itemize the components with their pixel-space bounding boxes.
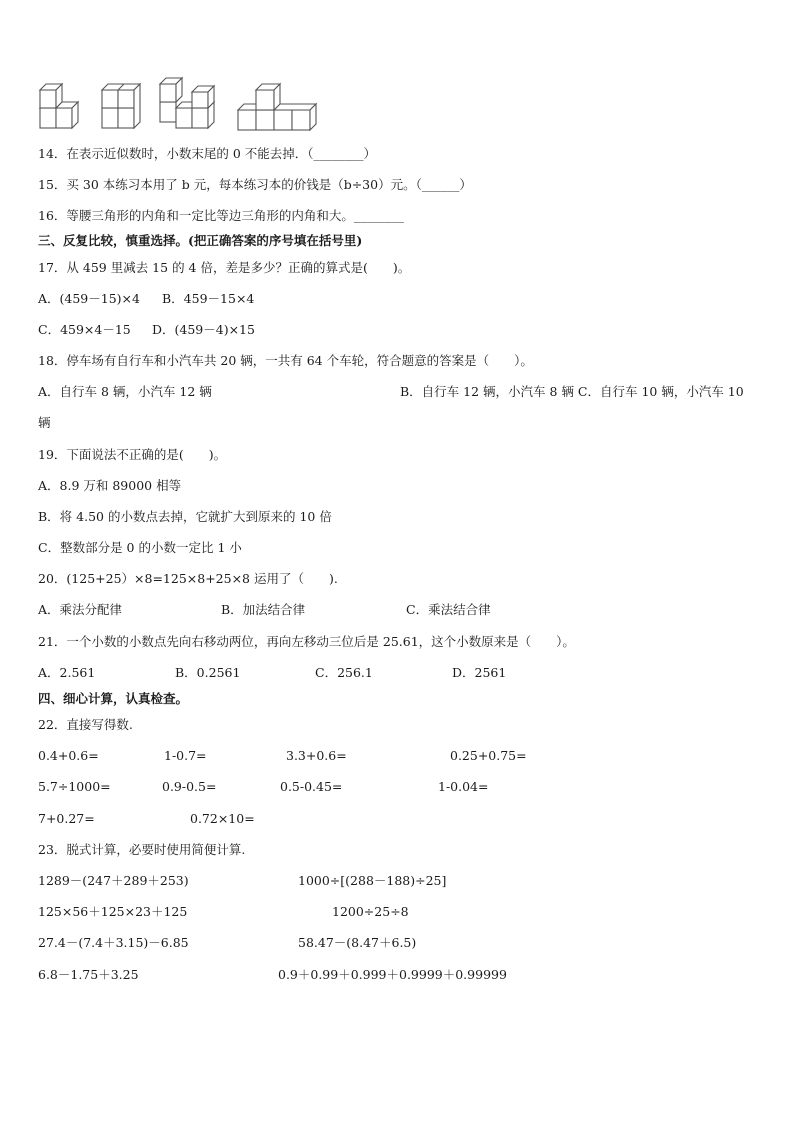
calculation-item: 0.9＋0.99＋0.999＋0.9999＋0.99999 xyxy=(278,967,507,982)
question-18-stem: 18．停车场有自行车和小汽车共 20 辆，一共有 64 个车轮，符合题意的答案是（ ）。 xyxy=(38,353,533,368)
cube-figure-4 xyxy=(238,84,316,130)
mental-math-item: 0.25+0.75= xyxy=(450,748,527,763)
calculation-item: 58.47－(8.47＋6.5) xyxy=(298,935,417,950)
question-15: 15．买 30 本练习本用了 b 元，每本练习本的价钱是（b÷30）元。（______） xyxy=(38,177,472,192)
question-17-option-d: D．(459－4)×15 xyxy=(152,322,255,337)
mental-math-item: 7+0.27= xyxy=(38,811,95,826)
mental-math-item: 1-0.7= xyxy=(164,748,207,763)
question-19-stem: 19．下面说法不正确的是( )。 xyxy=(38,447,227,462)
calculation-item: 1000÷[(288－188)÷25] xyxy=(298,873,447,888)
mental-math-item: 1-0.04= xyxy=(438,779,489,794)
question-19-option-c: C．整数部分是 0 的小数一定比 1 小 xyxy=(38,540,242,555)
cube-figure-3 xyxy=(160,78,214,128)
question-17-option-b: B．459－15×4 xyxy=(162,291,255,306)
question-14: 14．在表示近似数时，小数末尾的 0 不能去掉．（________） xyxy=(38,146,377,161)
calculation-item: 27.4－(7.4＋3.15)－6.85 xyxy=(38,935,189,950)
question-17-option-c: C．459×4－15 xyxy=(38,322,131,337)
mental-math-item: 0.4+0.6= xyxy=(38,748,99,763)
question-21-option-b: B．0.2561 xyxy=(175,665,241,680)
question-18-wrap: 辆 xyxy=(38,415,51,430)
cube-figures xyxy=(36,76,336,136)
question-18-option-a: A．自行车 8 辆，小汽车 12 辆 xyxy=(38,384,212,399)
question-19-option-b: B．将 4.50 的小数点去掉，它就扩大到原来的 10 倍 xyxy=(38,509,332,524)
question-16: 16．等腰三角形的内角和一定比等边三角形的内角和大。________ xyxy=(38,208,404,223)
cube-figure-1 xyxy=(40,84,78,128)
mental-math-item: 0.9-0.5= xyxy=(162,779,217,794)
question-23-stem: 23．脱式计算，必要时使用简便计算. xyxy=(38,842,246,857)
cube-figure-2 xyxy=(102,84,140,128)
mental-math-item: 5.7÷1000= xyxy=(38,779,111,794)
question-19-option-a: A．8.9 万和 89000 相等 xyxy=(38,478,182,493)
question-21-stem: 21．一个小数的小数点先向右移动两位，再向左移动三位后是 25.61，这个小数原来是（ ）。 xyxy=(38,634,575,649)
calculation-item: 1289－(247＋289＋253) xyxy=(38,873,189,888)
mental-math-item: 0.5-0.45= xyxy=(280,779,343,794)
question-20-option-b: B．加法结合律 xyxy=(221,602,306,617)
calculation-item: 125×56＋125×23＋125 xyxy=(38,904,188,919)
question-17-option-a: A．(459－15)×4 xyxy=(38,291,140,306)
question-21-option-a: A．2.561 xyxy=(38,665,96,680)
question-17-stem: 17．从 459 里减去 15 的 4 倍，差是多少？正确的算式是( )。 xyxy=(38,260,411,275)
question-21-option-c: C．256.1 xyxy=(315,665,373,680)
calculation-item: 1200÷25÷8 xyxy=(332,904,409,919)
mental-math-item: 3.3+0.6= xyxy=(286,748,347,763)
question-20-stem: 20．(125+25）×8=125×8+25×8 运用了（ ). xyxy=(38,571,338,586)
question-21-option-d: D．2561 xyxy=(452,665,507,680)
section-4-heading: 四、细心计算，认真检查。 xyxy=(38,691,189,706)
section-3-heading: 三、反复比较，慎重选择。(把正确答案的序号填在括号里) xyxy=(38,233,363,248)
question-22-stem: 22．直接写得数. xyxy=(38,717,133,732)
mental-math-item: 0.72×10= xyxy=(190,811,255,826)
question-18-options-bc: B．自行车 12 辆，小汽车 8 辆 C．自行车 10 辆，小汽车 10 xyxy=(400,384,744,399)
question-20-option-a: A．乘法分配律 xyxy=(38,602,123,617)
question-20-option-c: C．乘法结合律 xyxy=(406,602,491,617)
calculation-item: 6.8－1.75＋3.25 xyxy=(38,967,139,982)
